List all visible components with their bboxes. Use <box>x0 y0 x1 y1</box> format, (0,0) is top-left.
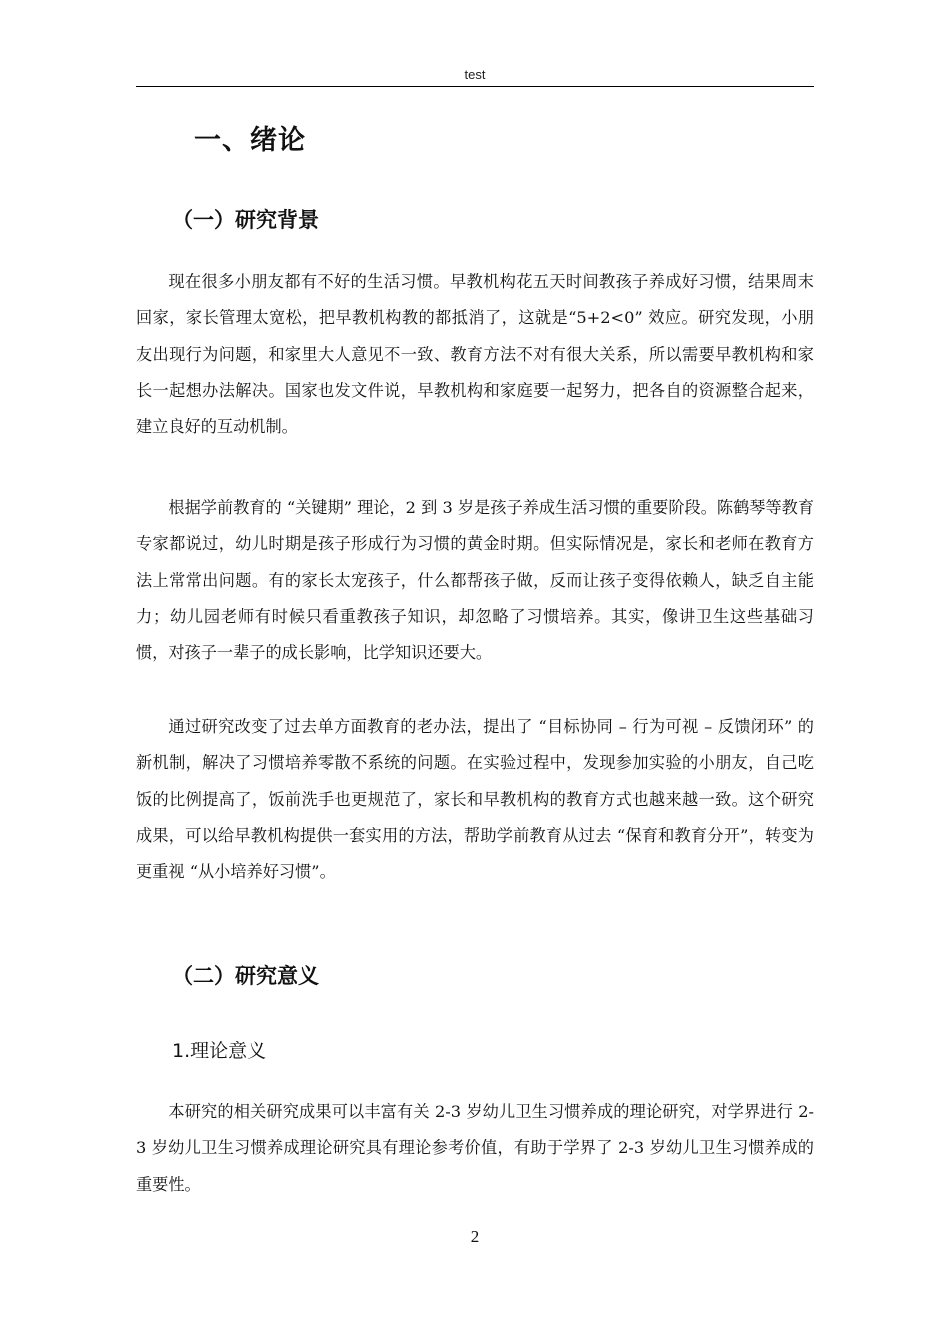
theory-paragraph: 本研究的相关研究成果可以丰富有关 2-3 岁幼儿卫生习惯养成的理论研究，对学界进行 2-3 岁幼儿卫生习惯养成理论研究具有理论参考价值，有助于学界了 2-3 岁幼儿卫生习惯养成的重要性。 <box>136 1102 814 1194</box>
background-paragraph-1: 现在很多小朋友都有不好的生活习惯。早教机构花五天时间教孩子养成好习惯，结果周末回家，家长管理太宽松，把早教机构教的都抵消了，这就是“5+2<0” 效应。研究发现，小朋友出现行为问题，和家里大人意见不一致、教育方法不对有很大关系，所以需要早教机构和家长一起想办法解决。国家也发文件说，早教机构和家庭要一起努力，把各自的资源整合起来，建立良好的互动机制。 <box>136 272 814 437</box>
section-title-significance: （二）研究意义 <box>172 964 319 988</box>
background-paragraph-2: 根据学前教育的 “关键期” 理论，2 到 3 岁是孩子养成生活习惯的重要阶段。陈鹤琴等教育专家都说过，幼儿时期是孩子形成行为习惯的黄金时期。但实际情况是，家长和老师在教育方法上常常出问题。有的家长太宠孩子，什么都帮孩子做，反而让孩子变得依赖人，缺乏自主能力；幼儿园老师有时候只看重教孩子知识，却忽略了习惯培养。其实，像讲卫生这些基础习惯，对孩子一辈子的成长影响，比学知识还要大。 <box>136 498 815 663</box>
section-title-background: （一）研究背景 <box>172 208 319 232</box>
subsection-title-theory: 1.理论意义 <box>172 1040 267 1062</box>
page-number: 2 <box>470 1227 480 1246</box>
chapter-title: 一、绪论 <box>194 125 306 156</box>
background-paragraph-3: 通过研究改变了过去单方面教育的老办法，提出了 “目标协同 – 行为可视 – 反馈闭环” 的新机制，解决了习惯培养零散不系统的问题。在实验过程中，发现参加实验的小朋友，自己吃饭的比例提高了，饭前洗手也更规范了，家长和早教机构的教育方式也越来越一致。这个研究成果，可以给早教机构提供一套实用的方法，帮助学前教育从过去 “保育和教育分开”，转变为更重视 “从小培养好习惯”。 <box>136 717 814 882</box>
header-divider <box>136 86 814 87</box>
page-header: test <box>464 67 486 82</box>
